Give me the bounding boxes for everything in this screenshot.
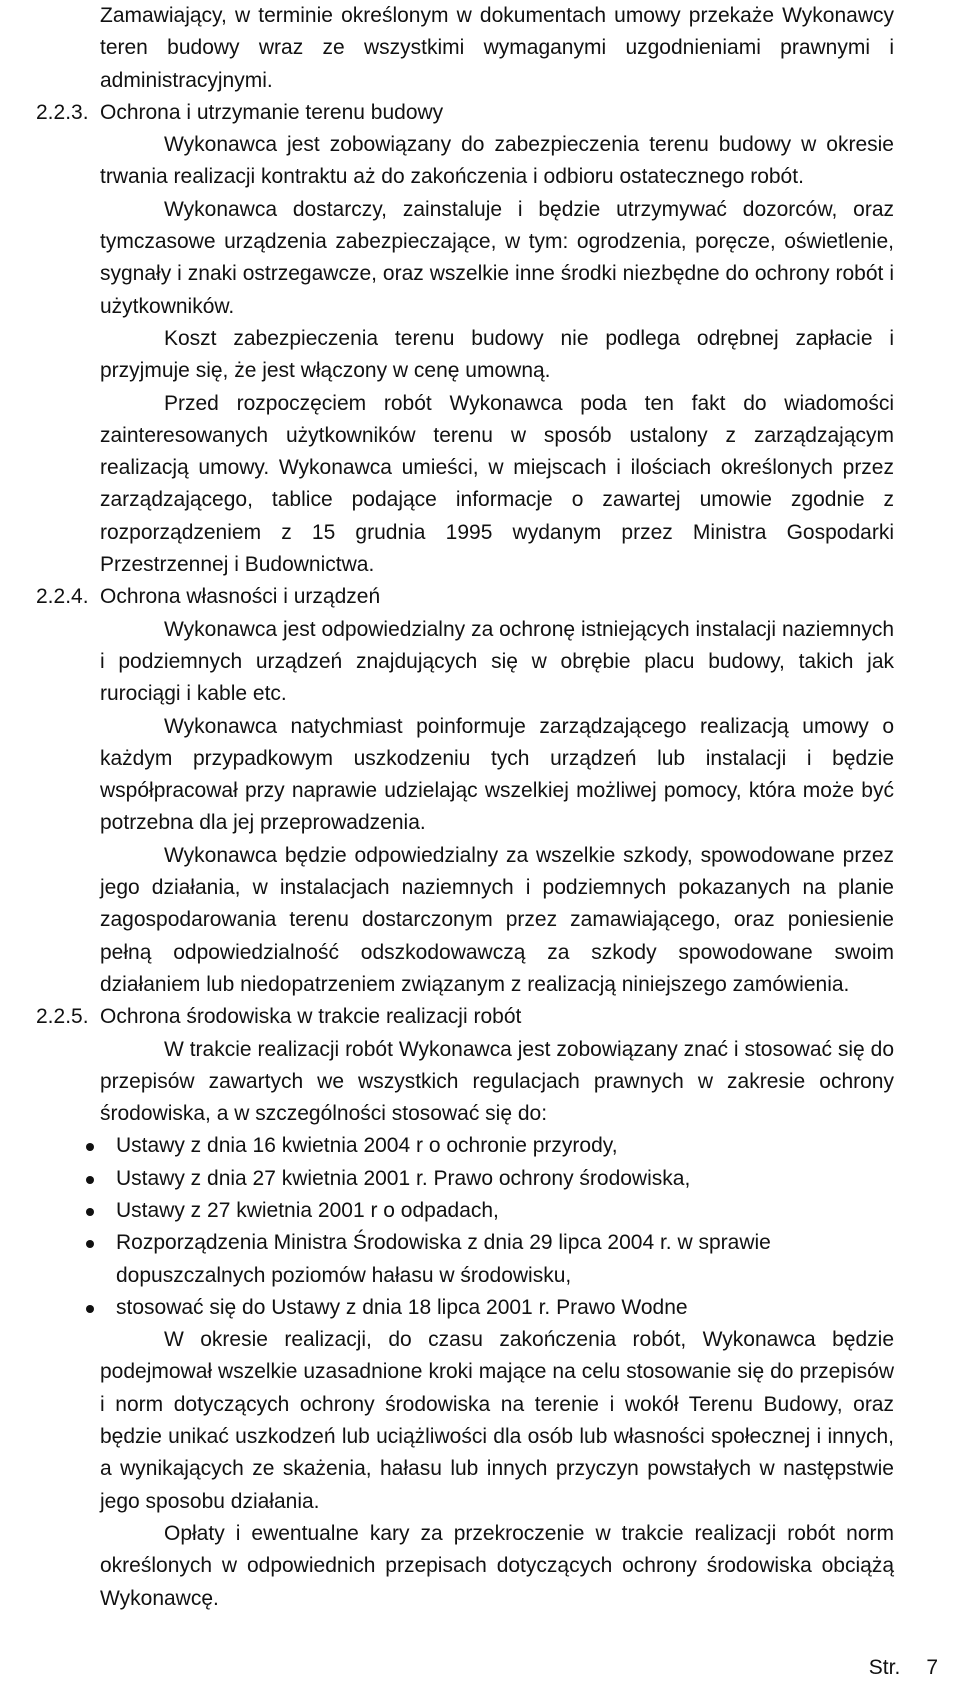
paragraph: Wykonawca będzie odpowiedzialny za wszelkie szkody, spowodowane przez jego działania, w instalacjach naziemnych i podziemnych pokazanych na planie zagospodarowania terenu dostarczonym przez zamawiającego, oraz poniesienie pełną odpowiedzialność odszkodowawczą za szkody spowodowane swoim działaniem lub niedopatrzeniem związanym z realizacją niniejszego zamówienia. — [100, 843, 894, 996]
list-item: Ustawy z 27 kwietnia 2001 r o odpadach, — [116, 1195, 894, 1227]
section-title: Ochrona środowiska w trakcie realizacji robót — [100, 1005, 522, 1029]
paragraph: Wykonawca jest odpowiedzialny za ochronę istniejących instalacji naziemnych i podziemnych urządzeń znajdujących się w obrębie placu budowy, takich jak rurociągi i kable etc. — [100, 617, 894, 706]
paragraph: Wykonawca jest zobowiązany do zabezpieczenia terenu budowy w okresie trwania realizacji kontraktu aż do zakończenia i odbioru ostatecznego robót. — [100, 133, 894, 189]
bullet-icon — [86, 1240, 94, 1248]
bullet-icon — [86, 1305, 94, 1313]
bullet-icon — [86, 1176, 94, 1184]
section-number: 2.2.5. — [36, 1005, 89, 1029]
list-item: Rozporządzenia Ministra Środowiska z dnia 29 lipca 2004 r. w sprawie dopuszczalnych poziomów hałasu w środowisku, — [116, 1227, 894, 1292]
list-item: stosować się do Ustawy z dnia 18 lipca 2001 r. Prawo Wodne — [116, 1292, 894, 1324]
paragraph: W trakcie realizacji robót Wykonawca jest zobowiązany znać i stosować się do przepisów zawartych we wszystkich regulacjach prawnych w zakresie ochrony środowiska, a w szczególności stosować się do: — [100, 1037, 894, 1126]
page-footer — [869, 1653, 938, 1683]
section-number: 2.2.3. — [36, 100, 89, 124]
list-item: Ustawy z dnia 16 kwietnia 2004 r o ochronie przyrody, — [116, 1130, 894, 1162]
paragraph: Opłaty i ewentualne kary za przekroczenie w trakcie realizacji robót norm określonych w odpowiednich przepisach dotyczących ochrony środowiska obciążą Wykonawcę. — [100, 1521, 894, 1610]
list-item: Ustawy z dnia 27 kwietnia 2001 r. Prawo ochrony środowiska, — [116, 1163, 894, 1195]
section-heading-2-2-5 — [36, 1001, 894, 1033]
section-heading-2-2-3 — [36, 97, 894, 129]
paragraph: Przed rozpoczęciem robót Wykonawca poda ten fakt do wiadomości zainteresowanych użytkowników terenu w sposób ustalony z zarządzającym realizacją umowy. Wykonawca umieści, w miejscach i ilościach określonych przez zarządzającego, tablice podające informacje o zawartej umowie zgodnie z rozporządzeniem z 15 grudnia 1995 wydanym przez Ministra Gospodarki Przestrzennej i Budownictwa. — [100, 391, 894, 577]
bullet-icon — [86, 1208, 94, 1216]
page-label: Str. — [868, 1656, 901, 1679]
bullet-icon — [86, 1143, 94, 1151]
section-number: 2.2.4. — [36, 585, 89, 609]
paragraph: Wykonawca dostarczy, zainstaluje i będzie utrzymywać dozorców, oraz tymczasowe urządzenia zabezpieczające, w tym: ogrodzenia, poręcze, oświetlenie, sygnały i znaki ostrzegawcze, oraz wszelkie inne środki niezbędne do ochrony robót i użytkowników. — [100, 197, 894, 318]
paragraph: Wykonawca natychmiast poinformuje zarządzającego realizacją umowy o każdym przypadkowym uszkodzeniu tych urządzeń lub instalacji i będzie współpracował przy naprawie udzielając wszelkiej możliwej pomocy, która może być potrzebna dla jej przeprowadzenia. — [100, 714, 894, 835]
section-heading-2-2-4 — [36, 581, 894, 613]
document-body — [36, 0, 894, 1615]
paragraph: Koszt zabezpieczenia terenu budowy nie podlega odrębnej zapłacie i przyjmuje się, że jest włączony w cenę umowną. — [100, 326, 894, 383]
page-number: 7 — [926, 1656, 938, 1679]
paragraph: W okresie realizacji, do czasu zakończenia robót, Wykonawca będzie podejmował wszelkie uzasadnione kroki mające na celu stosowanie się do przepisów i norm dotyczących ochrony środowiska na terenie i wokół Terenu Budowy, oraz będzie unikać uszkodzeń lub uciążliwości dla osób lub własności społecznej i innych, a wynikających ze skażenia, hałasu lub innych przyczyn powstałych w następstwie jego sposobu działania. — [100, 1328, 894, 1513]
section-title: Ochrona własności i urządzeń — [100, 585, 381, 609]
section-title: Ochrona i utrzymanie terenu budowy — [100, 100, 444, 124]
paragraph-intro: Zamawiający, w terminie określonym w dokumentach umowy przekaże Wykonawcy teren budowy wraz ze wszystkimi wymaganymi uzgodnieniami prawnymi i administracyjnymi. — [100, 4, 894, 92]
regulations-list — [36, 1130, 894, 1324]
